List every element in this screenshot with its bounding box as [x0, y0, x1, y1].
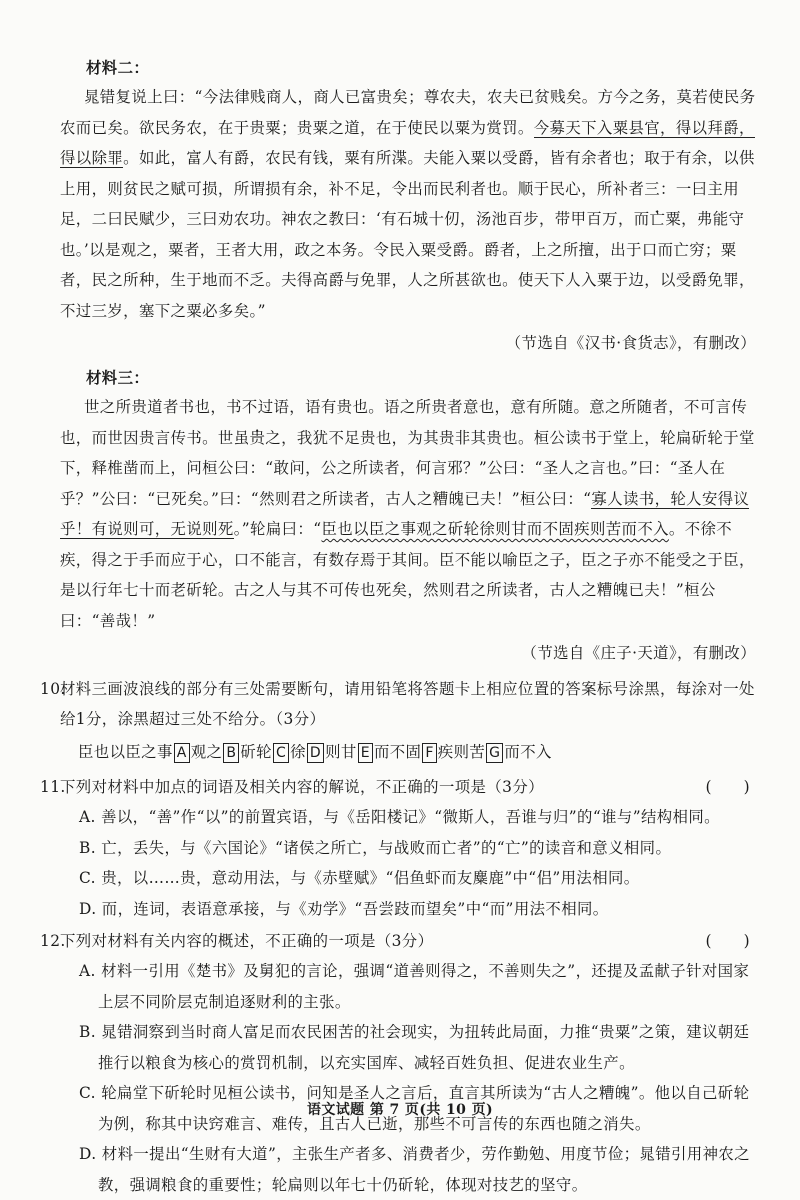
- option-box-e[interactable]: E: [358, 743, 373, 763]
- question-12-stem: 下列对材料有关内容的概述，不正确的一项是（3分）: [60, 932, 434, 950]
- question-12: 12.下列对材料有关内容的概述，不正确的一项是（3分） ( ): [60, 926, 756, 956]
- option-box-f[interactable]: F: [422, 743, 436, 763]
- answer-paren-12[interactable]: ( ): [705, 932, 750, 950]
- q11-option-d: D. 而，连词，表语意承接，与《劝学》“吾尝跂而望矣”中“而”用法不相同。: [79, 899, 609, 918]
- q12-option-a: A. 材料一引用《楚书》及舅犯的言论，强调“道善则得之，不善则失之”，还提及孟献子针对国家上层不同阶层克制追逐财利的主张。: [79, 962, 750, 1011]
- option-box-d[interactable]: D: [307, 743, 324, 763]
- material-2-source: （节选自《汉书·食货志》，有删改）: [505, 334, 756, 352]
- option-box-c[interactable]: C: [273, 743, 289, 763]
- wavy-underlined-sentence: 臣也以臣之事观之斫轮徐则甘而不固疾则苦而不入: [321, 520, 669, 538]
- material-3-title: 材料三：: [86, 369, 150, 387]
- material-3-source: （节选自《庄子·天道》，有删改）: [521, 644, 756, 662]
- material-2-title: 材料二：: [86, 59, 150, 77]
- option-box-b[interactable]: B: [223, 743, 239, 763]
- question-11-stem: 下列对材料中加点的词语及相关内容的解说，不正确的一项是（3分）: [60, 778, 544, 796]
- q12-option-c: C. 轮扁堂下斫轮时见桓公读书，问知是圣人之言后，直言其所读为“古人之糟魄”。他以自己斫轮为例，称其中诀窍难言、难传，且古人已逝，那些不可言传的东西也随之消失。: [79, 1084, 750, 1133]
- underlined-sentence-2: 寡人读书，轮人安得议乎！有说则可，无说则死: [60, 489, 750, 538]
- option-box-a[interactable]: A: [174, 743, 190, 763]
- q11-option-c: C. 贵，以……贵，意动用法，与《赤壁赋》“侣鱼虾而友麋鹿”中“侣”用法相同。: [79, 869, 640, 887]
- q11-option-b: B. 亡，丢失，与《六国论》“诸侯之所亡，与战败而亡者”的“亡”的读音和意义相同。: [79, 838, 672, 857]
- question-10: 10.材料三画波浪线的部分有三处需要断句，请用铅笔将答题卡上相应位置的答案标号涂黑，每涂对一处给1分，涂黑超过三处不给分。（3分）: [40, 680, 755, 728]
- answer-paren-11[interactable]: ( ): [705, 778, 750, 796]
- page-footer: 语文试题 第 7 页(共 10 页): [306, 1102, 494, 1118]
- question-11: 11.下列对材料中加点的词语及相关内容的解说，不正确的一项是（3分） ( ): [60, 772, 756, 802]
- material-2-text: 晁错复说上曰：“今法律贱商人，商人已富贵矣；尊农夫，农夫已贫贱矣。方今之务，莫若使民务农而已矣。欲民务农，在于贵粟；贵粟之道，在于使民以粟为赏罚。今募天下入粟县官，得以拜爵，得以除罪。如此，富人有爵，农民有钱，粟有所渫。夫能入粟以受爵，皆有余者也；取于有余，以供上用，则贫民之赋可损，所谓损有余，补不足，令出而民利者也。顺于民心，所补者三：一曰主用足，二曰民赋少，三曰劝农功。神农之教曰：‘有石城十仞，汤池百步，带甲百万，而亡粟，弗能守也。’以是观之，粟者，王者大用，政之本务。令民入粟受爵。爵者，上之所擅，出于口而亡穷；粟者，民之所种，生于地而不乏。夫得高爵与免罪，人之所甚欲也。使天下人入粟于边，以受爵免罪，不过三岁，塞下之粟必多矣。”: [60, 88, 756, 320]
- dotted-word-gui: 贵: [249, 428, 266, 447]
- question-10-text: 材料三画波浪线的部分有三处需要断句，请用铅笔将答题卡上相应位置的答案标号涂黑，每涂对一处给1分，涂黑超过三处不给分。（3分）: [60, 680, 755, 728]
- underlined-sentence: 今募天下入粟县官，得以拜爵，得以除罪: [60, 118, 755, 167]
- q12-option-b: B. 晁错洞察到当时商人富足而农民困苦的社会现实，为扭转此局面，力推“贵粟”之策，建议朝廷推行以粮食为核心的赏罚机制，以充实国库、减轻百姓负担、促进农业生产。: [79, 1023, 750, 1072]
- punctuation-sentence: 臣也以臣之事 A 观之 B 斫轮 C 徐 D 则甘 E 而不固 F 疾则苦 G 而不入: [78, 743, 552, 761]
- q11-option-a: A. 善以，“善”作“以”的前置宾语，与《岳阳楼记》“微斯人，吾谁与归”的“谁与”结构相同。: [79, 808, 720, 826]
- dotted-word-wang: 亡: [649, 210, 666, 228]
- option-box-g[interactable]: G: [486, 743, 503, 763]
- material-3-text: 世之所贵道者书也，书不过语，语有贵也。语之所贵者意也，意有所随。意之所随者，不可言传也，而世因贵言传书。世虽贵之，我犹不足贵也，为其贵非其贵也。桓公读书于堂上，轮扁斫轮于堂下，释椎凿而上，问桓公曰：“敢问，公之所读者，何言邪？”公曰：“圣人之言也。”曰：“圣人在乎？”公曰：“已死矣。”曰：“然则君之所读者，古人之糟魄已夫！”桓公曰：“寡人读书，轮人安得议乎！有说则可，无说则死。”轮扁曰：“臣也以臣之事观之斫轮徐则甘而不固疾则苦而不入。不徐不疾，得之于手而应于心，口不能言，有数存焉于其间。臣不能以喻臣之子，臣之子亦不能受之于臣，是以行年七十而老斫轮。古之人与其不可传也死矣，然则君之所读者，古人之糟魄已夫！”桓公曰：“善哉！”: [60, 398, 755, 630]
- q12-option-d: D. 材料一提出“生财有大道”，主张生产者多、消费者少，劳作勤勉、用度节俭；晁错引用神农之教，强调粮食的重要性；轮扁则以年七十仍斫轮，体现对技艺的坚守。: [79, 1145, 750, 1194]
